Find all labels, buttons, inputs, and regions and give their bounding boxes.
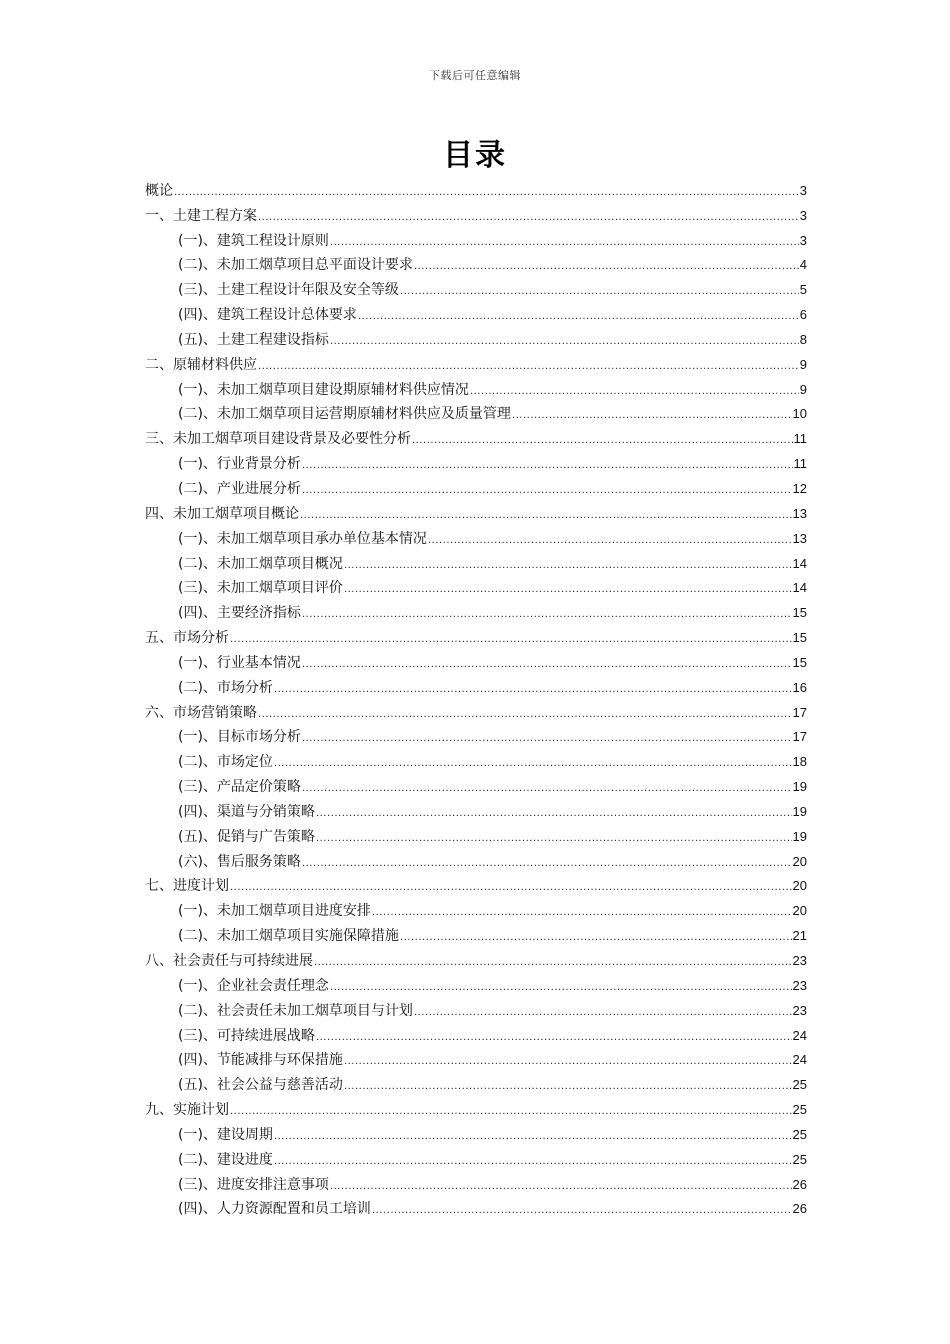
toc-entry-label: (五)、促销与广告策略	[178, 828, 315, 845]
toc-entry-page-number: 26	[792, 1201, 807, 1217]
toc-entry[interactable]	[145, 1020, 807, 1045]
toc-entry-label: (五)、社会公益与慈善活动	[178, 1077, 343, 1094]
toc-entry-label: (二)、市场定位	[178, 754, 273, 771]
toc-title: 目录	[443, 138, 507, 173]
toc-entry-label: (一)、未加工烟草项目承办单位基本情况	[178, 530, 427, 547]
toc-entry[interactable]	[145, 970, 807, 995]
toc-entry[interactable]	[145, 771, 807, 796]
toc-dot-leader	[330, 1176, 792, 1194]
toc-entry-label: (二)、未加工烟草项目运营期原辅材料供应及质量管理	[178, 406, 511, 423]
toc-entry[interactable]	[145, 895, 807, 920]
toc-entry-page-number: 18	[792, 754, 807, 770]
toc-entry[interactable]	[145, 448, 807, 473]
toc-entry-page-number: 25	[792, 1102, 807, 1118]
toc-dot-leader	[358, 306, 799, 324]
toc-dot-leader	[302, 853, 792, 871]
toc-dot-leader	[316, 1027, 792, 1045]
toc-entry[interactable]	[145, 250, 807, 275]
toc-entry-label: (二)、建设进度	[178, 1151, 273, 1168]
toc-entry-label: (一)、行业基本情况	[178, 654, 301, 671]
toc-dot-leader	[316, 828, 792, 846]
toc-dot-leader	[274, 679, 792, 697]
toc-dot-leader	[372, 902, 792, 920]
toc-entry-page-number: 13	[792, 530, 807, 546]
toc-entry-label: (二)、产业进展分析	[178, 480, 301, 497]
toc-dot-leader	[258, 704, 792, 722]
toc-entry[interactable]	[145, 498, 807, 523]
toc-entry[interactable]	[145, 225, 807, 250]
toc-entry-page-number: 13	[792, 505, 807, 521]
toc-entry-label: (一)、未加工烟草项目建设期原辅材料供应情况	[178, 381, 469, 398]
toc-entry-page-number: 23	[792, 977, 807, 993]
toc-entry-page-number: 24	[792, 1052, 807, 1068]
toc-entry[interactable]	[145, 796, 807, 821]
toc-entry[interactable]	[145, 597, 807, 622]
toc-entry-page-number: 23	[792, 1002, 807, 1018]
toc-entry[interactable]	[145, 995, 807, 1020]
toc-dot-leader	[230, 629, 792, 647]
toc-entry[interactable]	[145, 399, 807, 424]
toc-entry-label: (二)、社会责任未加工烟草项目与计划	[178, 1002, 413, 1019]
toc-entry[interactable]	[145, 423, 807, 448]
toc-entry-label: (三)、产品定价策略	[178, 779, 301, 796]
toc-entry-label: (三)、土建工程设计年限及安全等级	[178, 282, 399, 299]
toc-entry-label: (二)、未加工烟草项目总平面设计要求	[178, 257, 413, 274]
toc-entry-page-number: 20	[792, 903, 807, 919]
toc-entry-label: 七、进度计划	[145, 878, 229, 895]
toc-dot-leader	[344, 1076, 792, 1094]
toc-dot-leader	[428, 530, 792, 548]
toc-dot-leader	[344, 555, 792, 573]
toc-entry-page-number: 23	[792, 953, 807, 968]
toc-entry[interactable]	[145, 473, 807, 498]
toc-entry-page-number: 25	[792, 1077, 807, 1093]
toc-entry[interactable]	[145, 200, 807, 225]
toc-dot-leader	[470, 381, 799, 399]
toc-entry[interactable]	[145, 299, 807, 324]
toc-dot-leader	[274, 753, 792, 771]
toc-entry[interactable]	[145, 573, 807, 598]
toc-entry[interactable]	[145, 746, 807, 771]
toc-entry-label: (一)、建筑工程设计原则	[178, 232, 329, 249]
toc-entry[interactable]	[145, 324, 807, 349]
toc-dot-leader	[230, 1101, 792, 1119]
toc-entry-page-number: 19	[792, 779, 807, 795]
toc-entry-page-number: 11	[793, 456, 807, 472]
toc-entry[interactable]	[145, 672, 807, 697]
toc-entry-page-number: 15	[792, 654, 807, 670]
toc-entry[interactable]	[145, 722, 807, 747]
toc-dot-leader	[414, 256, 799, 274]
toc-entry-label: (二)、市场分析	[178, 679, 273, 696]
toc-entry[interactable]	[145, 523, 807, 548]
toc-entry[interactable]	[145, 274, 807, 299]
toc-entry-page-number: 4	[799, 257, 807, 273]
toc-entry-page-number: 9	[799, 356, 807, 372]
toc-entry-label: 概论	[145, 182, 173, 199]
toc-dot-leader	[230, 877, 792, 895]
toc-entry[interactable]	[145, 1169, 807, 1194]
toc-dot-leader	[414, 1002, 792, 1020]
toc-entry-label: 二、原辅材料供应	[145, 356, 257, 373]
toc-dot-leader	[400, 927, 792, 945]
toc-dot-leader	[344, 579, 792, 597]
toc-dot-leader	[274, 1126, 792, 1144]
toc-entry-label: 一、土建工程方案	[145, 207, 257, 224]
toc-entry-page-number: 21	[792, 928, 807, 944]
toc-entry-label: (三)、进度安排注意事项	[178, 1176, 329, 1193]
toc-entry-label: 四、未加工烟草项目概论	[145, 505, 299, 522]
toc-entry-label: (一)、行业背景分析	[178, 456, 301, 473]
toc-dot-leader	[302, 604, 792, 622]
toc-entry[interactable]	[145, 1045, 807, 1070]
toc-entry-page-number: 20	[792, 878, 807, 894]
toc-entry-page-number: 6	[799, 307, 807, 323]
toc-dot-leader	[372, 1200, 792, 1218]
toc-entry-page-number: 17	[792, 729, 807, 745]
toc-entry-page-number: 26	[792, 1176, 807, 1192]
toc-entry-label: (四)、主要经济指标	[178, 605, 301, 622]
toc-dot-leader	[330, 977, 792, 995]
toc-entry[interactable]	[145, 1069, 807, 1094]
toc-entry-label: (六)、售后服务策略	[178, 853, 301, 870]
toc-dot-leader	[300, 505, 792, 523]
toc-entry[interactable]	[145, 1094, 807, 1119]
toc-dot-leader	[174, 182, 799, 200]
toc-entry-page-number: 15	[792, 605, 807, 621]
toc-entry-label: (四)、人力资源配置和员工培训	[178, 1201, 371, 1218]
toc-entry-page-number: 9	[799, 381, 807, 397]
toc-entry[interactable]	[145, 175, 807, 200]
toc-dot-leader	[330, 331, 799, 349]
toc-entry[interactable]	[145, 647, 807, 672]
toc-entry-label: 六、市场营销策略	[145, 704, 257, 721]
toc-dot-leader	[314, 952, 792, 970]
toc-dot-leader	[400, 281, 799, 299]
table-of-contents	[145, 175, 807, 1218]
toc-entry-label: (一)、未加工烟草项目进度安排	[178, 903, 371, 920]
toc-dot-leader	[344, 1051, 792, 1069]
toc-entry[interactable]	[145, 945, 807, 970]
toc-entry-label: (二)、未加工烟草项目实施保障措施	[178, 928, 399, 945]
toc-entry-page-number: 16	[792, 679, 807, 695]
toc-entry-page-number: 19	[792, 803, 807, 819]
toc-entry-page-number: 14	[792, 555, 807, 571]
toc-entry-page-number: 19	[792, 828, 807, 844]
toc-dot-leader	[258, 356, 799, 374]
toc-entry-page-number: 25	[792, 1126, 807, 1142]
toc-dot-leader	[302, 654, 792, 672]
toc-entry-page-number: 24	[792, 1027, 807, 1043]
toc-entry-label: (一)、建设周期	[178, 1126, 273, 1143]
toc-entry[interactable]	[145, 1119, 807, 1144]
toc-entry-label: 八、社会责任与可持续进展	[145, 953, 313, 969]
toc-entry-page-number: 3	[799, 207, 807, 223]
toc-entry[interactable]	[145, 349, 807, 374]
toc-entry-page-number: 15	[792, 630, 807, 646]
toc-dot-leader	[302, 455, 793, 473]
toc-entry[interactable]	[145, 374, 807, 399]
toc-entry[interactable]	[145, 1144, 807, 1169]
toc-entry-page-number: 25	[792, 1151, 807, 1167]
toc-entry-label: (一)、企业社会责任理念	[178, 977, 329, 994]
toc-entry[interactable]	[145, 548, 807, 573]
toc-entry-page-number: 3	[799, 182, 807, 198]
toc-entry-label: 三、未加工烟草项目建设背景及必要性分析	[145, 431, 411, 448]
toc-entry[interactable]	[145, 871, 807, 896]
toc-entry-page-number: 12	[792, 480, 807, 496]
toc-entry-page-number: 17	[792, 704, 807, 720]
toc-entry-label: 五、市场分析	[145, 630, 229, 647]
toc-entry[interactable]	[145, 697, 807, 722]
toc-entry[interactable]	[145, 622, 807, 647]
toc-entry-label: (二)、未加工烟草项目概况	[178, 555, 343, 572]
toc-entry-page-number: 5	[799, 282, 807, 298]
toc-dot-leader	[274, 1151, 792, 1169]
toc-entry-label: (一)、目标市场分析	[178, 729, 301, 746]
toc-entry[interactable]	[145, 821, 807, 846]
toc-entry-label: (五)、土建工程建设指标	[178, 331, 329, 348]
toc-dot-leader	[330, 232, 799, 250]
toc-dot-leader	[302, 480, 792, 498]
toc-entry-page-number: 8	[799, 331, 807, 347]
toc-entry-page-number: 3	[799, 232, 807, 248]
toc-dot-leader	[316, 803, 792, 821]
toc-entry-label: (三)、未加工烟草项目评价	[178, 580, 343, 597]
toc-entry-label: 九、实施计划	[145, 1102, 229, 1119]
toc-entry-page-number: 11	[793, 431, 807, 447]
toc-dot-leader	[412, 430, 793, 448]
toc-dot-leader	[258, 207, 799, 225]
toc-dot-leader	[512, 405, 792, 423]
toc-entry[interactable]	[145, 920, 807, 945]
toc-entry-page-number: 20	[792, 853, 807, 869]
toc-entry[interactable]	[145, 1194, 807, 1219]
toc-entry[interactable]	[145, 846, 807, 871]
toc-entry-label: (四)、建筑工程设计总体要求	[178, 307, 357, 324]
toc-entry-page-number: 10	[792, 406, 807, 422]
toc-dot-leader	[302, 778, 792, 796]
header-note: 下载后可任意编辑	[429, 69, 521, 82]
toc-entry-page-number: 14	[792, 580, 807, 596]
toc-entry-label: (三)、可持续进展战略	[178, 1027, 315, 1044]
toc-entry-label: (四)、节能减排与环保措施	[178, 1052, 343, 1069]
toc-dot-leader	[302, 728, 792, 746]
toc-entry-label: (四)、渠道与分销策略	[178, 803, 315, 820]
